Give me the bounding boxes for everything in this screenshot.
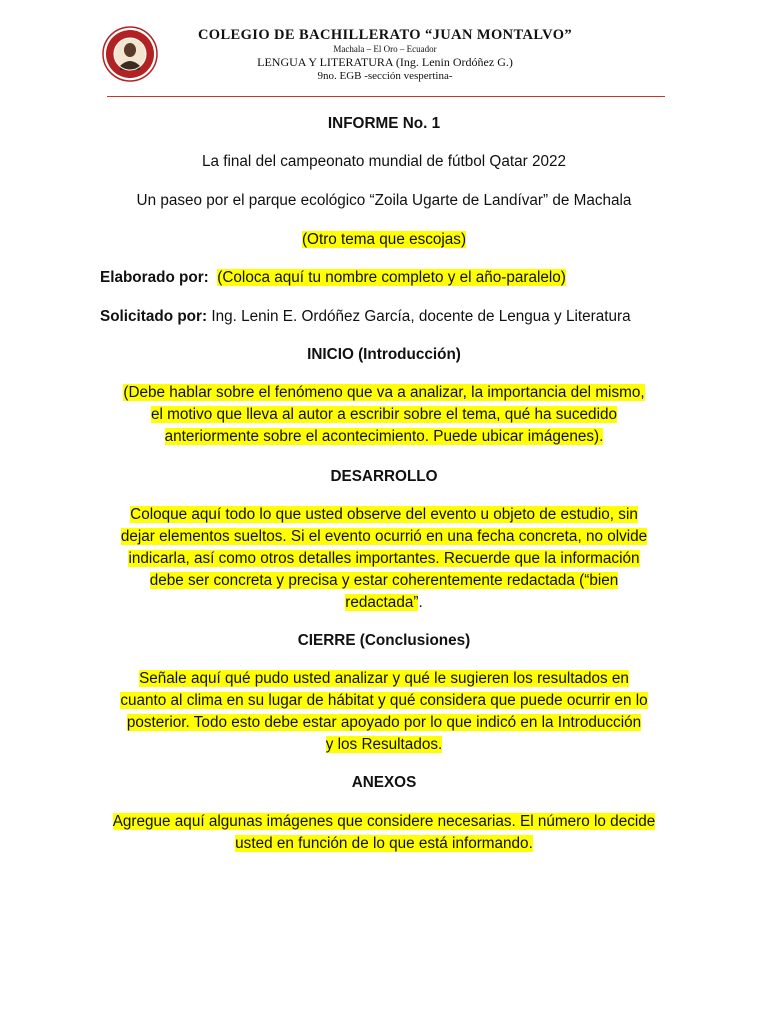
anexos-heading: ANEXOS	[351, 774, 417, 791]
elaborado-label: Elaborado por:	[100, 269, 209, 286]
header-text-block	[170, 26, 600, 83]
desarrollo-line: dejar elementos sueltos. Si el evento ocurrió en una fecha concreta, no olvide	[120, 528, 648, 545]
cierre-line: cuanto al clima en su lugar de hábitat y qué considera que puede ocurrir en lo	[120, 692, 648, 709]
subject-line: LENGUA Y LITERATURA (Ing. Lenin Ordóñez G.)	[257, 55, 513, 69]
topic-option-1: La final del campeonato mundial de fútbol Qatar 2022	[202, 153, 566, 170]
school-city: Machala – El Oro – Ecuador	[333, 44, 437, 54]
solicitado-label: Solicitado por:	[100, 308, 208, 325]
section-line: 9no. EGB -sección vespertina-	[317, 70, 453, 82]
school-name: COLEGIO DE BACHILLERATO “JUAN MONTALVO”	[197, 27, 573, 43]
inicio-paragraph	[100, 382, 668, 448]
cierre-heading: CIERRE (Conclusiones)	[297, 632, 471, 649]
school-seal-logo	[102, 26, 158, 82]
cierre-paragraph	[100, 668, 668, 756]
inicio-line: (Debe hablar sobre el fenómeno que va a analizar, la importancia del mismo,	[123, 384, 645, 401]
solicitado-value: Ing. Lenin E. Ordóñez García, docente de Lengua y Literatura	[211, 308, 631, 325]
elaborado-line	[100, 267, 668, 289]
inicio-heading: INICIO (Introducción)	[307, 346, 461, 363]
desarrollo-heading: DESARROLLO	[330, 468, 438, 485]
desarrollo-line: redactada”	[345, 594, 419, 611]
anexos-line: Agregue aquí algunas imágenes que considere necesarias. El número lo decide	[112, 813, 656, 830]
desarrollo-line: debe ser concreta y precisa y estar coherentemente redactada (“bien	[149, 572, 619, 589]
desarrollo-period: .	[418, 594, 423, 611]
cierre-line: y los Resultados.	[325, 736, 443, 753]
desarrollo-line: Coloque aquí todo lo que usted observe del evento u objeto de estudio, sin	[130, 506, 638, 523]
topic-option-3: (Otro tema que escojas)	[301, 231, 467, 248]
anexos-paragraph	[100, 811, 668, 855]
document-header	[100, 22, 680, 98]
anexos-line: usted en función de lo que está informando.	[235, 835, 533, 852]
cierre-line: Señale aquí qué pudo usted analizar y qué le sugieren los resultados en	[139, 670, 629, 687]
elaborado-value: (Coloca aquí tu nombre completo y el año-paralelo)	[217, 269, 566, 286]
report-title: INFORME No. 1	[327, 115, 441, 132]
desarrollo-line: indicarla, así como otros detalles importantes. Recuerde que la información	[128, 550, 640, 567]
desarrollo-paragraph	[100, 504, 668, 614]
solicitado-line	[100, 306, 668, 328]
topic-option-2: Un paseo por el parque ecológico “Zoila Ugarte de Landívar” de Machala	[136, 192, 632, 209]
inicio-line: anteriormente sobre el acontecimiento. Puede ubicar imágenes).	[164, 428, 604, 445]
inicio-line: el motivo que lleva al autor a escribir sobre el tema, qué ha sucedido	[151, 406, 617, 423]
header-divider	[107, 96, 665, 97]
cierre-line: posterior. Todo esto debe estar apoyado por lo que indicó en la Introducción	[126, 714, 642, 731]
